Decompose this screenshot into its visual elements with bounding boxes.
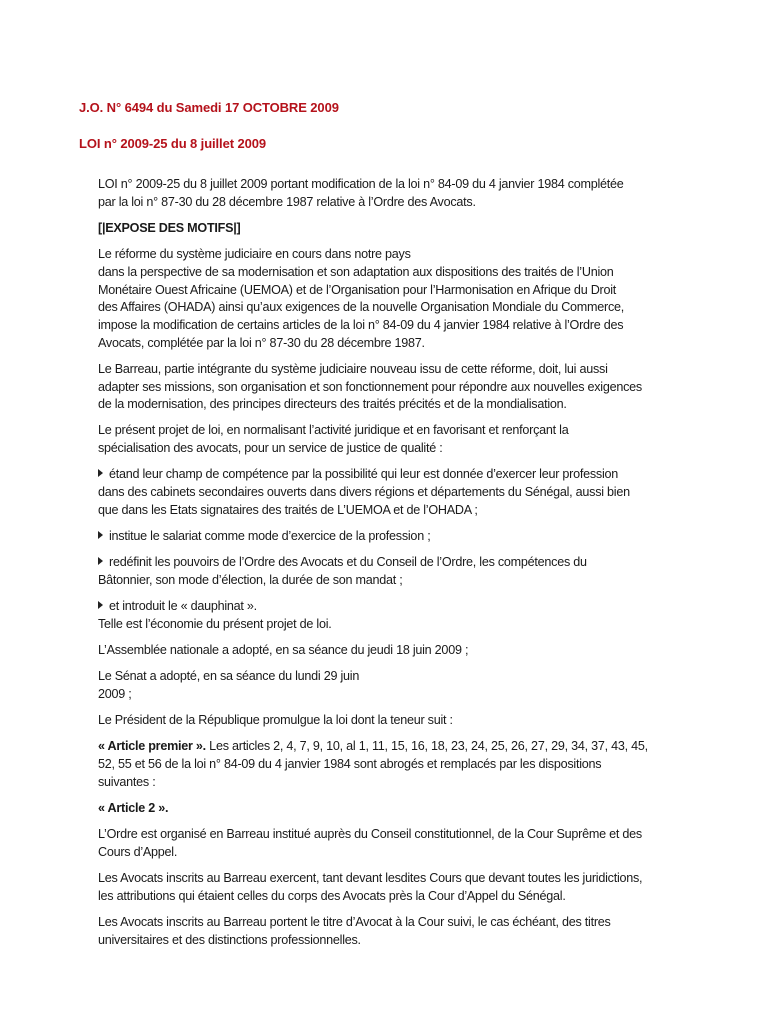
senate-adoption: Le Sénat a adopté, en sa séance du lundi 29 juin 2009 ;: [98, 669, 360, 701]
bullet-item-3: [98, 554, 682, 589]
triangle-bullet-icon: [98, 601, 103, 609]
article-2-paragraph-3: Les Avocats inscrits au Barreau portent le titre d’Avocat à la Cour suivi, le cas échéant, des titres universitaires et des distinctions professionnelles.: [98, 914, 611, 947]
intro-paragraph: LOI n° 2009-25 du 8 juillet 2009 portant modification de la loi n° 84-09 du 4 janvier 1984 complétée par la loi n° 87-30 du 28 décembre 1987 relative à l’Ordre des Avocats.: [98, 177, 624, 209]
article-2-paragraph-2: Les Avocats inscrits au Barreau exercent, tant devant lesdites Cours que devant toutes les juridictions, les attributions qui étaient celles du corps des Avocats près la Cour d’Appel du Sénégal.: [98, 871, 643, 903]
motifs-paragraph-3: Le présent projet de loi, en normalisant l’activité juridique et en favorisant et renforçant la spécialisation des avocats, pour un service de justice de qualité :: [98, 423, 569, 456]
assembly-adoption: L’Assemblée nationale a adopté, en sa séance du jeudi 18 juin 2009 ;: [98, 642, 469, 657]
motifs-paragraph-2: Le Barreau, partie intégrante du système judiciaire nouveau issu de cette réforme, doit, lui aussi adapter ses missions, son organisation et son fonctionnement pour répondre aux nouvelles exigences de la modernisation, des principes directeurs des traités précités et de la mondialisation.: [98, 361, 642, 412]
document-body: [98, 176, 682, 958]
bullet-text-1: étand leur champ de compétence par la possibilité qui leur est donnée d’exercer leur profession dans des cabinets secondaires ouverts dans divers régions et départements du Sénégal, aussi bien que dans les Etats signataires des traités de L’UEMOA et de l’OHADA ;: [98, 467, 630, 517]
bullet-text-2: institue le salariat comme mode d’exercice de la profession ;: [109, 528, 431, 543]
bullet-item-2: [98, 528, 682, 546]
promulgation: Le Président de la République promulgue la loi dont la teneur suit :: [98, 713, 453, 728]
bullet-item-4: [98, 598, 682, 616]
triangle-bullet-icon: [98, 531, 103, 539]
bullet-text-4: et introduit le « dauphinat ».: [109, 599, 257, 614]
law-reference: LOI n° 2009-25 du 8 juillet 2009: [79, 136, 266, 151]
article-1: [98, 738, 682, 791]
triangle-bullet-icon: [98, 469, 103, 477]
economy-paragraph: Telle est l’économie du présent projet de loi.: [98, 616, 332, 631]
article-1-label: « Article premier ».: [98, 739, 206, 754]
article-1-text: Les articles 2, 4, 7, 9, 10, al 1, 11, 15, 16, 18, 23, 24, 25, 26, 27, 29, 34, 37, 43, 45, 52, 55 et 56 de la loi n° 84-09 du 4 janvier 1984 sont abrogés et remplacés par les dispositions suivantes :: [98, 739, 648, 789]
motifs-paragraph-1: Le réforme du système judiciaire en cours dans notre pays dans la perspective de sa modernisation et son adaptation aux dispositions des traités de l’Union Monétaire Ouest Africaine (UEMOA) et de l’Organisation pour l’Harmonisation en Afrique du Droit des Affaires (OHADA) ainsi qu’aux exigences de la nouvelle Organisation Mondiale du Commerce, impose la modification de certains articles de la loi n° 84-09 du 4 janvier 1984 relative à l’Ordre des Avocats, complétée par la loi n° 87-30 du 28 décembre 1987.: [98, 247, 625, 350]
article-2-label: « Article 2 ».: [98, 800, 169, 815]
journal-reference: J.O. N° 6494 du Samedi 17 OCTOBRE 2009: [79, 100, 339, 115]
bullet-text-3: redéfinit les pouvoirs de l’Ordre des Avocats et du Conseil de l’Ordre, les compétences du Bâtonnier, son mode d’élection, la durée de son mandat ;: [98, 555, 587, 587]
bullet-item-1: [98, 466, 682, 519]
article-2-paragraph-1: L’Ordre est organisé en Barreau institué auprès du Conseil constitutionnel, de la Cour Suprême et des Cours d’Appel.: [98, 827, 642, 859]
section-title: [|EXPOSE DES MOTIFS|]: [98, 220, 241, 235]
triangle-bullet-icon: [98, 557, 103, 565]
